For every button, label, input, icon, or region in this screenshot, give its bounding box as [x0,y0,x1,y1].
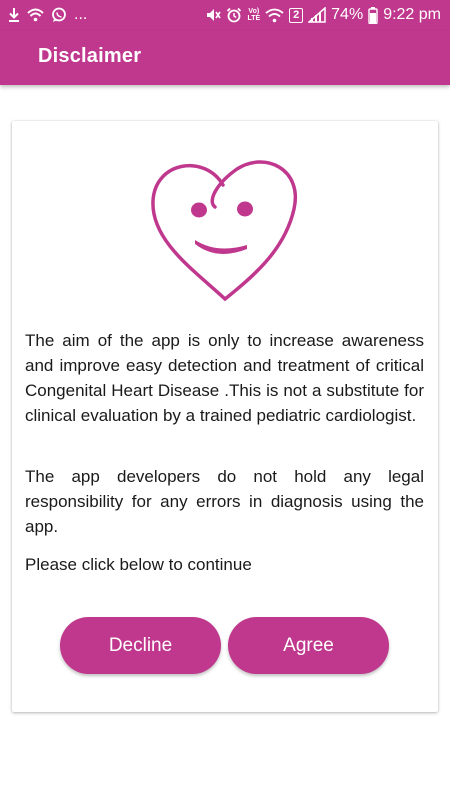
lte-label-bottom: LTE [247,15,261,22]
status-bar [0,0,450,31]
battery-icon [368,7,378,24]
status-bar-right [205,5,441,25]
alarm-icon [226,7,242,23]
status-bar-left [8,5,87,25]
page-title: Disclaimer [38,45,142,67]
smiley-heart-logo [145,149,305,309]
download-icon [8,7,20,23]
signal-icon [308,7,326,23]
disclaimer-paragraph-purpose: The aim of the app is only to increase awareness and improve easy detection and treatment of critical Congenital Heart Disease .This is not a substitute for clinical evaluation by a trained pediatric cardiologist. [25,331,424,425]
disclaimer-card [12,121,438,712]
agree-button[interactable]: Agree [228,617,389,674]
app-bar [0,31,450,85]
continue-instruction: Please click below to continue [25,555,252,574]
lte-icon [247,8,260,22]
mute-icon [205,7,221,23]
battery-percent: 74% [331,6,364,23]
notification-overflow: ... [74,6,88,23]
whatsapp-icon [51,7,67,23]
sim-icon: 2 [289,8,303,23]
clock: 9:22 pm [383,6,441,23]
disclaimer-paragraph-liability: The app developers do not hold any legal responsibility for any errors in diagnosis using the app. [25,467,424,536]
decline-button[interactable]: Decline [60,617,221,674]
wifi-icon [27,8,44,22]
lte-label-top: Vo) [248,8,260,15]
wifi-signal-icon [265,8,284,23]
